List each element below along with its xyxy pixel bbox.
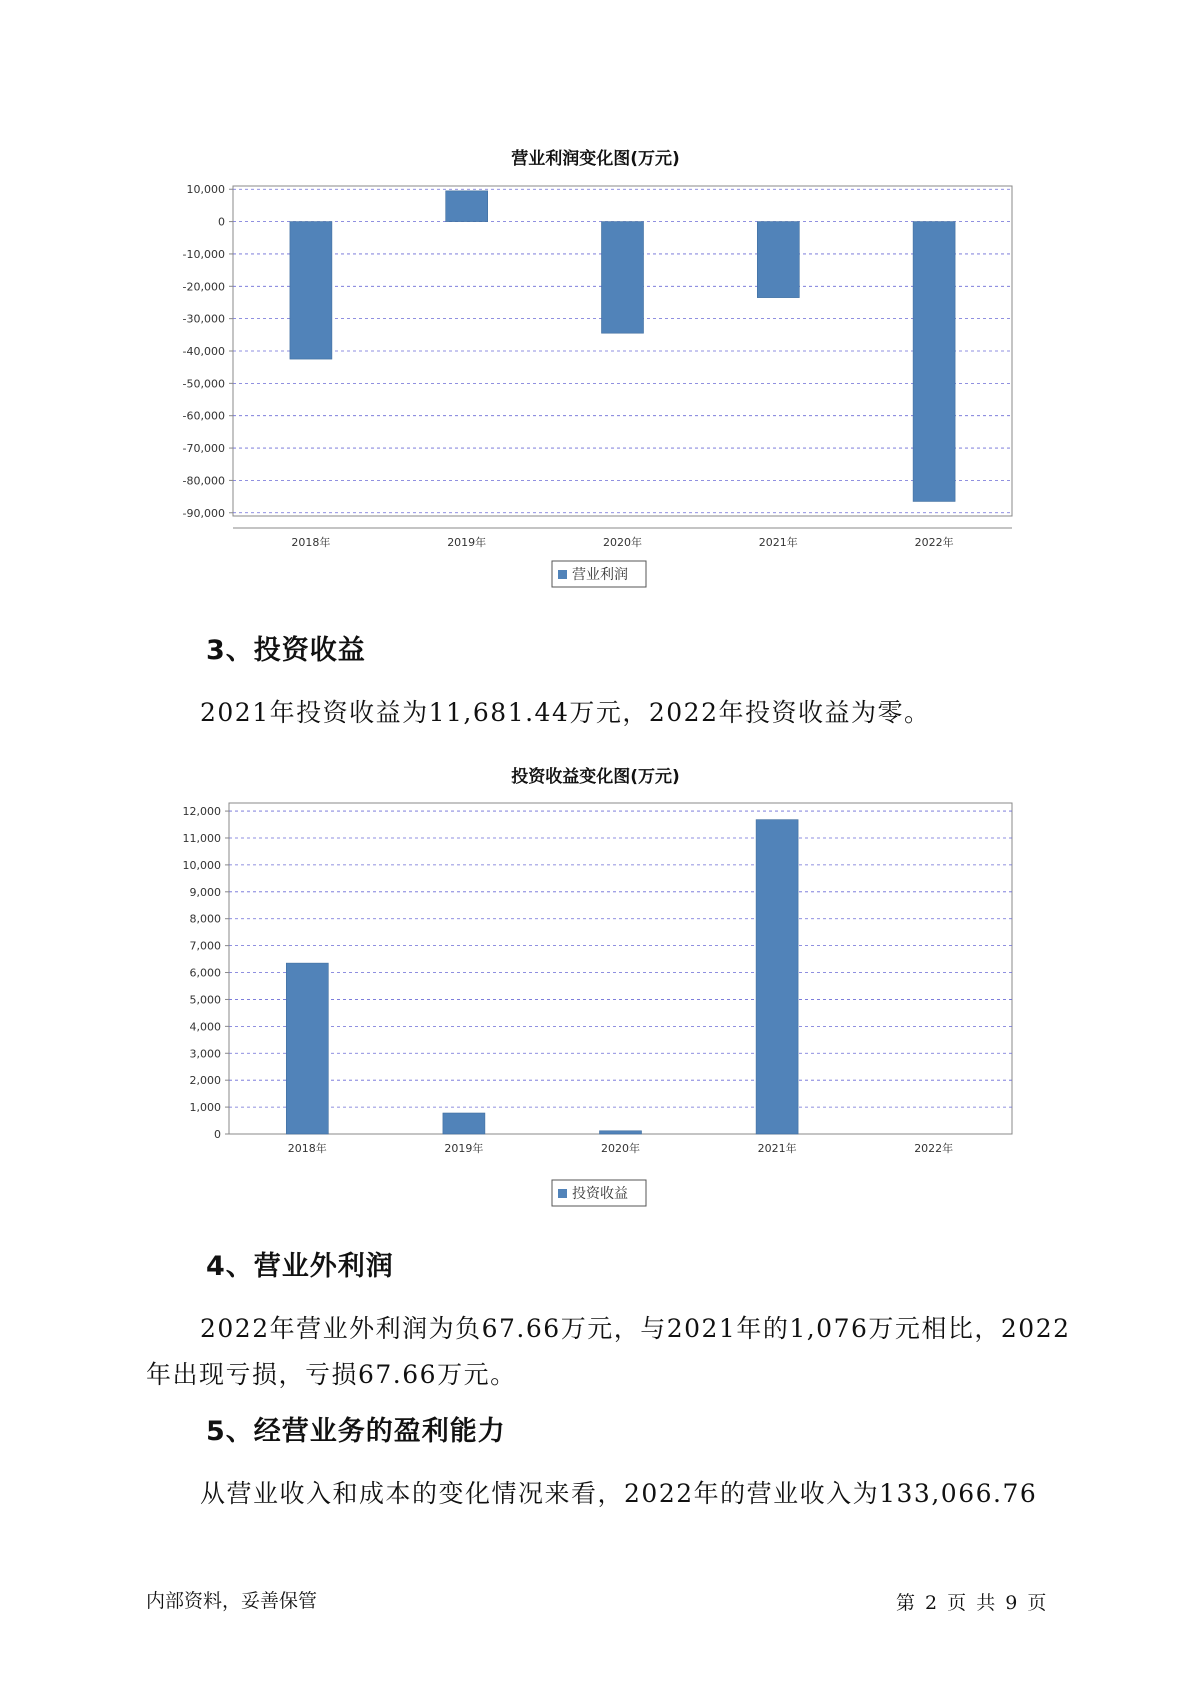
section-4-paragraph-line1: 2022年营业外利润为负67.66万元，与2021年的1,076万元相比，2022 xyxy=(200,1314,1071,1343)
section-3-heading: 3、投资收益 xyxy=(206,635,366,666)
y-tick-label: 0 xyxy=(214,1128,221,1141)
x-tick-label: 2020年 xyxy=(601,1142,640,1155)
x-tick-label: 2022年 xyxy=(914,536,954,549)
x-tick-label: 2022年 xyxy=(914,1142,954,1155)
y-tick-label: -30,000 xyxy=(182,312,225,326)
bar-2018年 xyxy=(286,963,328,1134)
y-tick-label: -40,000 xyxy=(182,345,225,358)
bar-2019年 xyxy=(443,1113,485,1134)
chart1-title: 营业利润变化图(万元) xyxy=(511,149,680,169)
bar-2021年 xyxy=(756,820,798,1134)
y-tick-label: 12,000 xyxy=(182,805,221,819)
footer-page-number: 第 2 页 共 9 页 xyxy=(896,1592,1047,1614)
y-tick-label: -90,000 xyxy=(182,506,225,520)
x-tick-label: 2020年 xyxy=(603,536,642,549)
y-tick-label: 8,000 xyxy=(189,912,221,926)
bar-2020年 xyxy=(600,1131,642,1134)
y-tick-label: 11,000 xyxy=(182,831,221,845)
x-tick-label: 2021年 xyxy=(758,536,798,549)
plot-frame xyxy=(229,803,1012,1134)
y-tick-label: 6,000 xyxy=(189,966,221,980)
y-tick-label: 4,000 xyxy=(189,1020,221,1034)
y-tick-label: 10,000 xyxy=(182,858,221,872)
y-tick-label: -80,000 xyxy=(182,474,225,488)
y-tick-label: 3,000 xyxy=(189,1047,221,1061)
y-tick-label: 7,000 xyxy=(189,939,221,953)
y-tick-label: 9,000 xyxy=(189,885,221,899)
y-tick-label: 5,000 xyxy=(189,993,221,1007)
y-tick-label: -60,000 xyxy=(182,409,225,423)
y-tick-label: 10,000 xyxy=(186,183,225,197)
chart2-title: 投资收益变化图(万元) xyxy=(511,767,680,787)
section-5-heading: 5、经营业务的盈利能力 xyxy=(206,1416,506,1447)
y-tick-label: -20,000 xyxy=(182,280,225,294)
section-5-paragraph: 从营业收入和成本的变化情况来看，2022年的营业收入为133,066.76 xyxy=(200,1479,1038,1508)
section-3-paragraph: 2021年投资收益为11,681.44万元，2022年投资收益为零。 xyxy=(200,698,931,727)
x-tick-label: 2019年 xyxy=(444,1142,484,1155)
y-tick-label: 0 xyxy=(218,215,225,229)
section-4-paragraph-line2: 年出现亏损，亏损67.66万元。 xyxy=(146,1360,517,1389)
x-tick-label: 2021年 xyxy=(757,1142,797,1155)
legend-label: 营业利润 xyxy=(572,567,628,583)
y-tick-label: -70,000 xyxy=(182,442,225,456)
y-tick-label: -10,000 xyxy=(182,247,225,261)
footer-confidential-note: 内部资料，妥善保管 xyxy=(146,1590,318,1612)
section-4-heading: 4、营业外利润 xyxy=(206,1251,394,1282)
legend-swatch xyxy=(558,1189,567,1198)
x-tick-label: 2019年 xyxy=(447,536,487,549)
y-tick-label: 2,000 xyxy=(189,1074,221,1088)
x-tick-label: 2018年 xyxy=(291,536,331,549)
x-tick-label: 2018年 xyxy=(287,1142,327,1155)
y-tick-label: -50,000 xyxy=(182,377,225,391)
legend-label: 投资收益 xyxy=(572,1186,628,1202)
y-tick-label: 1,000 xyxy=(189,1101,221,1115)
